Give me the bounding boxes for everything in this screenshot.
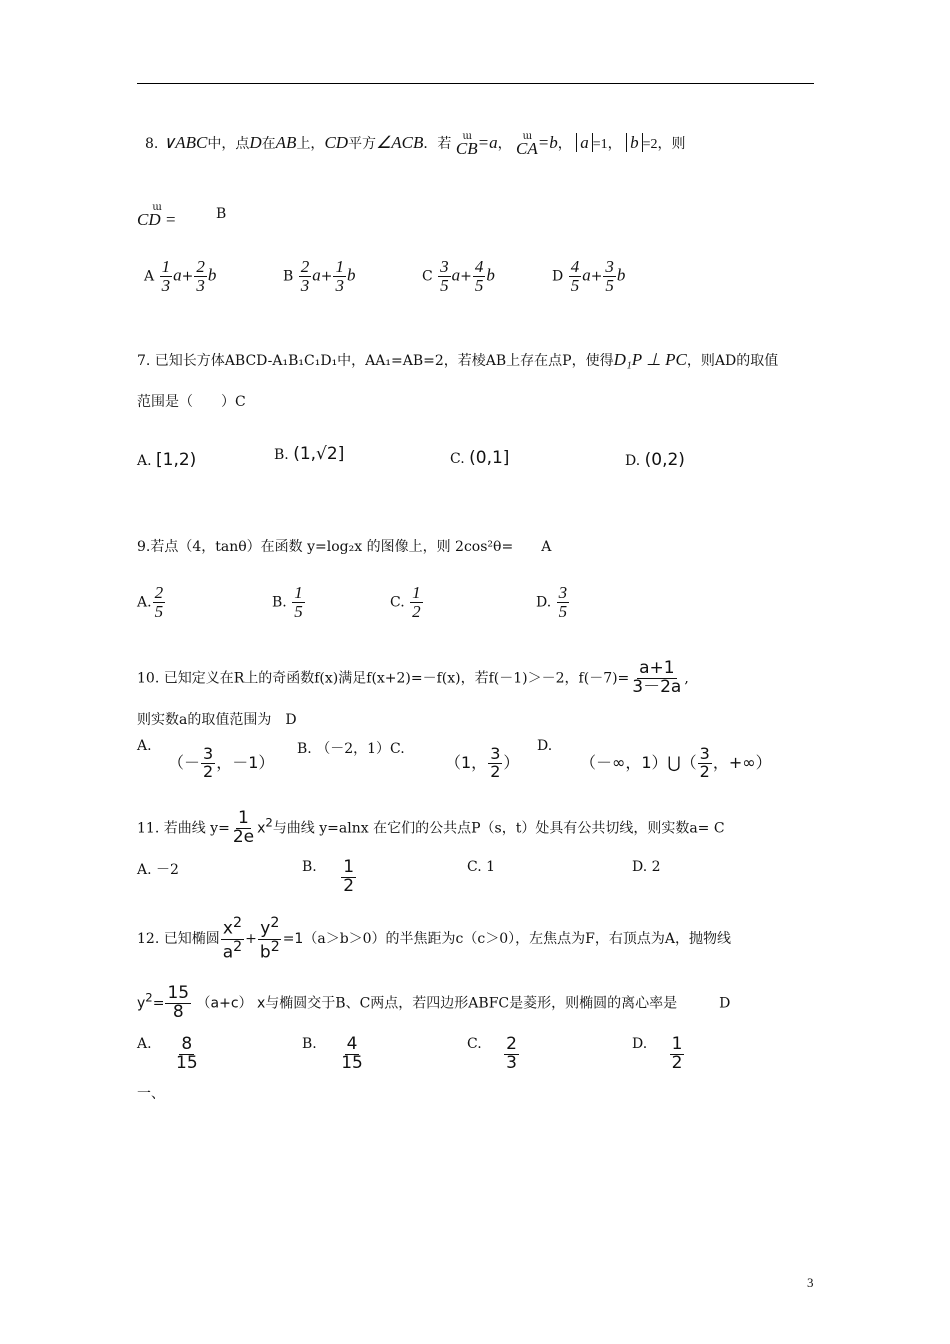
q12-option-c: C. $\frac{2}{3}$ [467,1034,517,1073]
q9-option-b: B. $\frac{1}{5}$ [272,583,303,621]
q8-eq-a: =a [477,133,498,153]
q8-text: 在 [261,136,276,153]
q8-option-b: B $\frac{2}{3}$ a+ $\frac{1}{3}$ b [283,257,356,295]
q9-answer: A [541,539,552,555]
q9-option-d: D. $\frac{3}{5}$ [536,583,568,621]
q8-vector-cb: ɯ CB [455,131,478,158]
q8-option-a: A $\frac{1}{3}$ a+ $\frac{2}{3}$ b [144,257,217,295]
q10-option-b: B. （－2，1）C. [297,741,405,757]
q12-line2: $y^2=$ $\frac{15}{8}$ （a+c） x与椭圆交于B、C两点，若四边形ABFC是菱形，则椭圆的离心率是 D [137,983,731,1022]
q8-eq2: =2，则 [642,137,686,153]
question-11: 11. 若曲线 y= $\frac{1}{2e}$ $x^2$与曲线 y=alnx 在它们的公共点P（s，t）处具有公共切线，则实数a= C [137,808,725,847]
q8-vector-ca: ɯ CA [516,131,538,158]
q8-option-c: C $\frac{3}{5}$ a+ $\frac{4}{5}$ b [422,257,495,295]
q12-answer: D [719,995,731,1012]
q11-option-d: D. 2 [632,859,661,875]
page-number: 3 [807,1275,814,1290]
q8-abs-b: b [626,133,643,152]
q8-segment-cd: CD [324,133,349,153]
q8-eq-b: =b [537,133,558,153]
q10-answer: D [285,712,297,728]
header-rule [137,83,814,84]
q8-option-d: D $\frac{4}{5}$ a+ $\frac{3}{5}$ b [552,257,626,295]
q12-option-b: B. $\frac{4}{15}$ [302,1034,363,1073]
q8-answer: B [216,206,227,222]
q7-condition: D₁P ⊥ PC [613,350,687,369]
q8-text: 中，点 [207,136,250,153]
q7-text: 7. 已知长方体ABCD-A₁B₁C₁D₁中，AA₁=AB=2，若棱AB上存在点P，使得 [137,353,614,369]
question-8: 8. ∨ABC中，点D在AB上，CD平方∠ACB．若 ɯ CB =a， ɯ CA =b， a =1， b =2，则 [145,131,686,158]
q10-option-a-label: A. [137,738,152,754]
q9-option-a: A. $\frac{2}{5}$ [137,583,164,621]
q8-point-d: D [249,133,262,153]
q8-vector-cd: ɯ CD = [137,202,177,229]
q12-option-d: D. $\frac{1}{2}$ [632,1034,683,1073]
question-12: 12. 已知椭圆 $\frac{x^2}{a^2}$ + $\frac{y^2}{b^2}$ =1（a＞b＞0）的半焦距为c（c＞0），左焦点为F，右顶点为A，抛物线 [137,915,731,963]
q8-text: 上， [296,136,325,153]
q10-line2: 则实数a的取值范围为 D [137,712,297,728]
q8-abs-a: a [576,133,593,152]
q10-option-c: （1， $\frac{3}{2}$ ） [445,744,520,781]
q8-number: 8. [145,136,159,153]
question-10: 10. 已知定义在R上的奇函数f(x)满足f(x+2)=－f(x)，若f(－1)＞－2，f(－7)= $\frac{a+1}{3-2a}$ , [137,658,689,697]
q7-option-b: B. (1,√2] [274,444,345,464]
q7-option-d: D. (0,2) [625,450,685,470]
q7-option-c: C. (0,1] [450,448,510,468]
q11-option-c: C. 1 [467,859,496,875]
q8-triangle: ∨ABC [162,133,208,153]
q7-option-a: A. [1,2) [137,450,197,470]
q8-eq1: =1， [592,137,622,153]
q8-text: ．若 [423,136,452,153]
q8-cd-vector-line [137,203,176,227]
q7-line2: 范围是（ ）C [137,394,246,410]
q9-option-c: C. $\frac{1}{2}$ [390,583,421,621]
q11-option-a: A. －2 [137,862,179,878]
section-heading: 一、 [137,1086,165,1102]
q8-segment-ab: AB [275,133,297,153]
q8-text: 平方 [348,136,377,153]
q7-text-b: ，则AD的取值 [686,353,779,369]
q10-option-a: （－ $\frac{3}{2}$ ，－1） [168,744,275,781]
q11-option-b: B. $\frac{1}{2}$ [302,857,355,896]
q10-option-d: （－∞，1）⋃（ $\frac{3}{2}$ ，+∞） [580,744,772,781]
q12-option-a: A. $\frac{8}{15}$ [137,1034,198,1073]
question-9: 9.若点（4，tanθ）在函数 y=log₂x 的图像上，则 2cos²θ= A [137,539,552,555]
question-7 [137,350,778,370]
q10-option-d-label: D. [537,738,553,754]
q8-angle: ∠ACB [376,133,424,153]
